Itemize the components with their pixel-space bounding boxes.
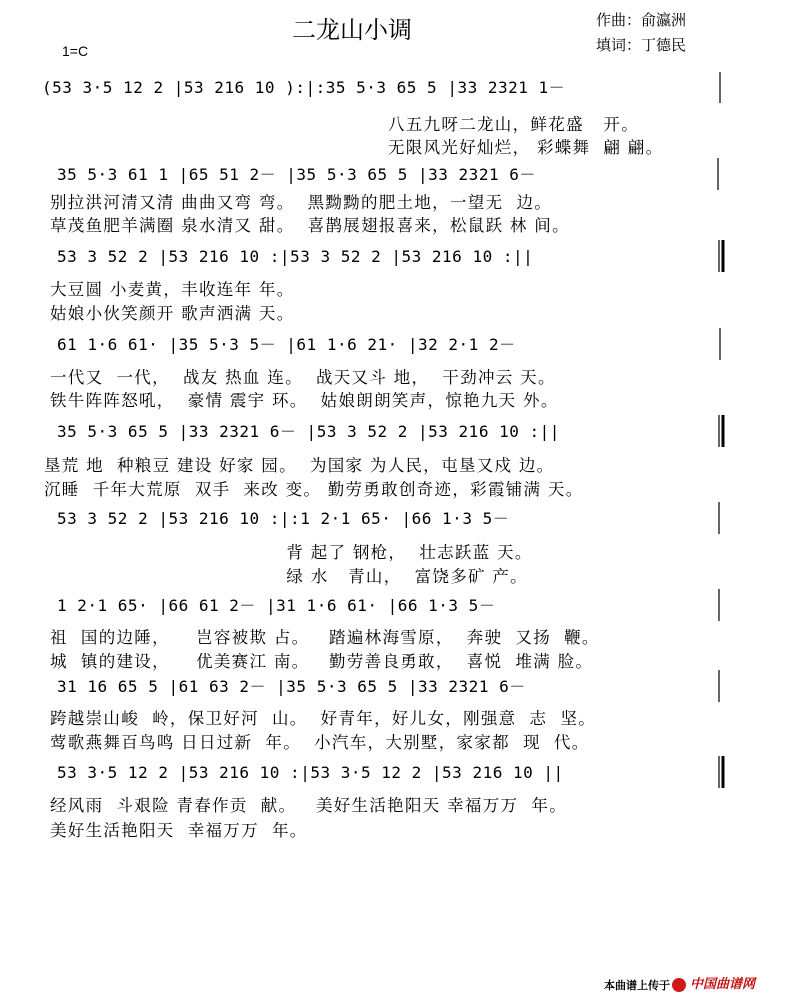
staff-8-lyric-1: 跨越崇山峻 岭，保卫好河 山。 好青年，好儿女，刚强意 志 坚。 [50, 709, 597, 728]
staff-3-lyric-1: 大豆圆 小麦黄，丰收连年 年。 [50, 280, 295, 299]
composer-credit: 作曲：俞瀛洲 [596, 11, 687, 29]
staff-9-lyric-2: 美好生活艳阳天 幸福万万 年。 [50, 821, 308, 840]
staff-1-lyric-2: 无限风光好灿烂， 彩蝶舞 翩 翩。 [388, 138, 664, 157]
staff-7-lyric-2: 城 镇的建设， 优美赛江 南。 勤劳善良勇敢， 喜悦 堆满 脸。 [50, 652, 594, 671]
staff-2-lyric-1: 别拉洪河清又清 曲曲又弯 弯。 黑黝黝的肥土地，一望无 边。 [50, 193, 553, 212]
staff-2-lyric-2: 草茂鱼肥羊满圈 泉水清又 甜。 喜鹊展翅报喜来，松鼠跃 林 间。 [50, 216, 570, 235]
song-title: 二龙山小调 [292, 16, 412, 44]
staff-4-notes: 61 1·6 61· |35 5·3 5－ |61 1·6 21· |32 2·1 2－ [57, 335, 516, 354]
staff-9-lyric-1: 经风雨 斗艰险 青春作贡 献。 美好生活艳阳天 幸福万万 年。 [50, 796, 567, 815]
upload-note: 本曲谱上传于 [604, 979, 670, 992]
staff-4-lyric-1: 一代又 一代， 战友 热血 连。 战天又斗 地， 干劲冲云 天。 [50, 368, 556, 387]
staff-1-lyric-1: 八五九呀二龙山，鲜花盛 开。 [388, 115, 640, 134]
staff-8-notes: 31 16 65 5 |61 63 2－ |35 5·3 65 5 |33 2321 6－ [57, 677, 526, 696]
lyricist-credit: 填词：丁德民 [596, 36, 687, 54]
site-logo-text: 中国曲谱网 [690, 977, 756, 992]
key-signature: 1=C [62, 43, 89, 59]
staff-2-notes: 35 5·3 61 1 |65 51 2－ |35 5·3 65 5 |33 2321 6－ [57, 165, 536, 184]
staff-5-lyric-2: 沉睡 千年大荒原 双手 来改 变。 勤劳勇敢创奇迹，彩霞铺满 天。 [44, 480, 584, 499]
staff-6-notes: 53 3 52 2 |53 216 10 :|:1 2·1 65· |66 1·3 5－ [57, 509, 510, 528]
staff-5-lyric-1: 垦荒 地 种粮豆 建设 好家 园。 为国家 为人民，屯垦又戍 边。 [44, 456, 555, 475]
staff-3-notes: 53 3 52 2 |53 216 10 :|53 3 52 2 |53 216 10 :|| [57, 247, 534, 266]
staff-6-lyric-1: 背 起了 钢枪， 壮志跃蓝 天。 [90, 543, 533, 562]
staff-4-lyric-2: 铁牛阵阵怒吼， 豪情 震宇 环。 姑娘朗朗笑声，惊艳九天 外。 [50, 391, 559, 410]
staff-5-notes: 35 5·3 65 5 |33 2321 6－ |53 3 52 2 |53 216 10 :|| [57, 422, 560, 441]
staff-8-lyric-2: 莺歌燕舞百鸟鸣 日日过新 年。 小汽车，大别墅，家家都 现 代。 [50, 733, 590, 752]
site-logo-icon [672, 978, 686, 992]
staff-9-notes: 53 3·5 12 2 |53 216 10 :|53 3·5 12 2 |53 216 10 || [57, 763, 564, 782]
staff-3-lyric-2: 姑娘小伙笑颜开 歌声洒满 天。 [50, 304, 295, 323]
staff-7-lyric-1: 祖 国的边陲， 岂容被欺 占。 踏遍林海雪原， 奔驶 又扬 鞭。 [50, 628, 600, 647]
staff-7-notes: 1 2·1 65· |66 61 2－ |31 1·6 61· |66 1·3 5－ [57, 596, 496, 615]
staff-1-notes: (53 3·5 12 2 |53 216 10 ):|:35 5·3 65 5 |33 2321 1－ [42, 78, 566, 97]
staff-6-lyric-2: 绿 水 青山， 富饶多矿 产。 [90, 567, 528, 586]
